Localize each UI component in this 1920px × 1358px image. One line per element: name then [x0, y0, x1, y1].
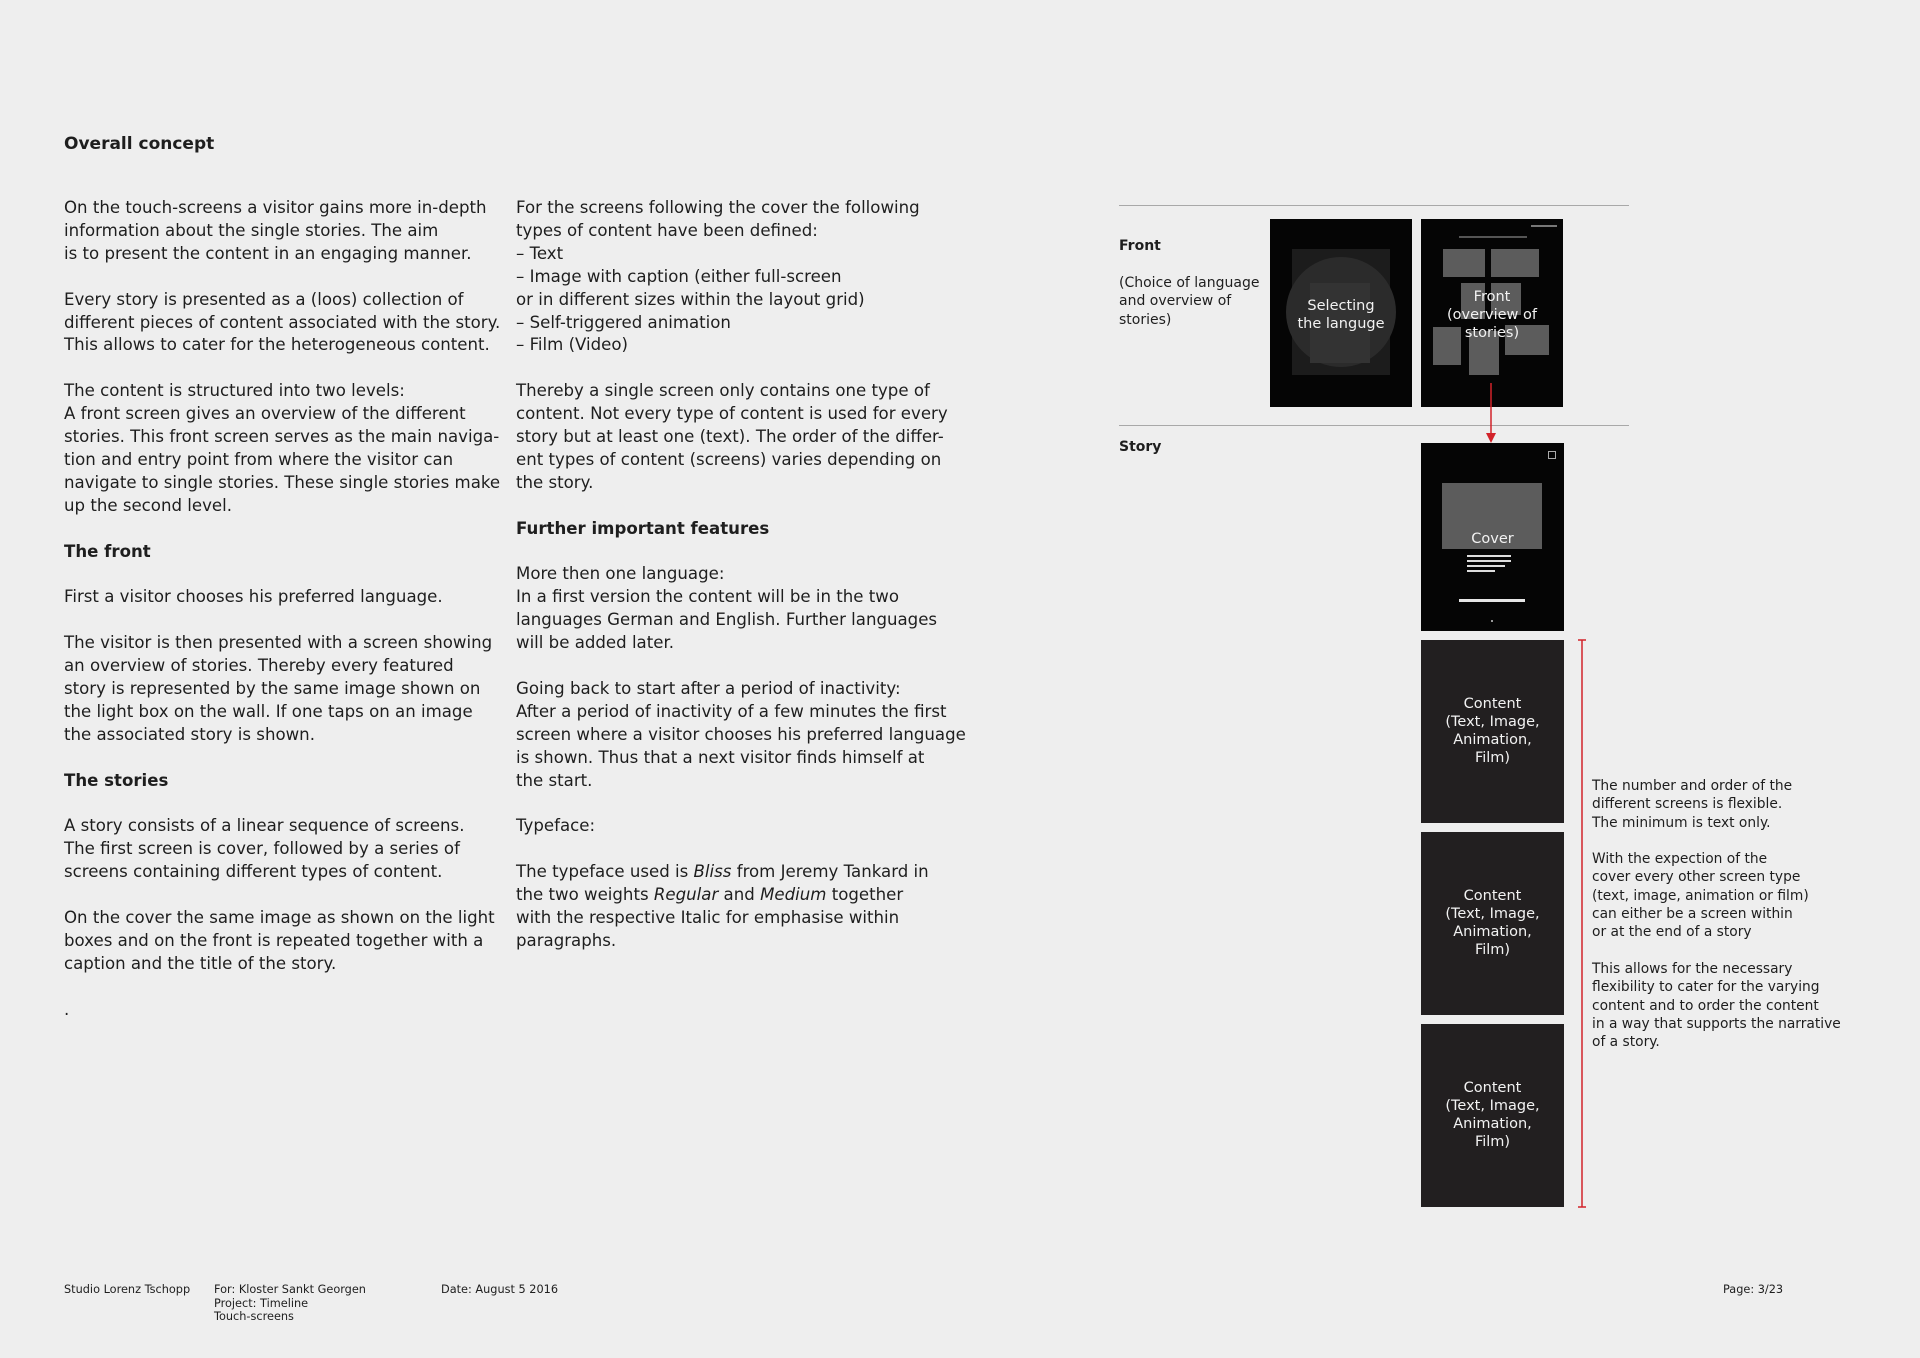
- body-paragraph: Every story is presented as a (loos) collection of different pieces of content associated with the story. This allows to cater for the heterogeneous content.: [64, 289, 501, 355]
- story-thumbnail: [1491, 249, 1539, 277]
- body-paragraph: The visitor is then presented with a screen showing an overview of stories. Thereby every featured story is represented by the same image shown on the light box on the wall. If one taps on an image the associated story is shown.: [64, 633, 493, 744]
- section-heading: Further important features: [516, 518, 770, 538]
- story-thumbnail: [1443, 249, 1485, 277]
- paragraph-text: The typeface used is: [516, 862, 694, 882]
- divider-top: [1119, 205, 1629, 206]
- diagram-notes: [1592, 777, 1852, 1070]
- paragraph-text: together with the respective Italic for emphasise within paragraphs.: [516, 885, 904, 950]
- paragraph-text: and: [718, 885, 761, 905]
- footer-project: For: Kloster Sankt Georgen Project: Timeline Touch-screens: [214, 1283, 366, 1324]
- front-screen-header-mark: [1531, 225, 1557, 227]
- content-screen-2: [1421, 832, 1564, 1015]
- cover-page-dot: [1491, 620, 1493, 622]
- front-screen-label: Front (overview of stories): [1447, 289, 1537, 341]
- front-screen-header-text: [1459, 236, 1527, 238]
- arrow-down-icon: [1481, 383, 1501, 445]
- emphasis-text: Medium: [760, 885, 827, 905]
- emphasis-text: Bliss: [693, 862, 732, 882]
- body-paragraph: [516, 861, 996, 953]
- body-paragraph: On the touch-screens a visitor gains more in-depth information about the single stories. The aim is to present the content in an engaging manner.: [64, 198, 487, 263]
- page-title: Overall concept: [64, 134, 215, 154]
- content-screen-label: Content (Text, Image, Animation, Film): [1445, 1080, 1540, 1150]
- body-paragraph: .: [64, 999, 70, 1019]
- cover-screen: [1421, 443, 1564, 631]
- content-screen-label: Content (Text, Image, Animation, Film): [1445, 696, 1540, 766]
- content-screen-1: [1421, 640, 1564, 823]
- footer-page-number: Page: 3/23: [1723, 1283, 1784, 1296]
- front-label-title: Front: [1119, 237, 1161, 254]
- note-paragraph: The number and order of the different screens is flexible. The minimum is text only.: [1592, 778, 1793, 831]
- section-heading: The front: [64, 541, 151, 561]
- body-paragraph: A story consists of a linear sequence of screens. The first screen is cover, followed by a series of screens containing different types of content.: [64, 816, 465, 882]
- note-paragraph: With the expection of the cover every other screen type (text, image, animation or film) can either be a screen within or at the end of a story: [1592, 851, 1809, 941]
- front-screen: [1421, 219, 1563, 407]
- cover-title-line: [1459, 599, 1525, 602]
- text-column-right: [516, 197, 996, 976]
- body-paragraph: First a visitor chooses his preferred language.: [64, 587, 443, 607]
- content-screen-label: Content (Text, Image, Animation, Film): [1445, 888, 1540, 958]
- body-paragraph: The content is structured into two levels: A front screen gives an overview of the different stories. This front screen serves as the main naviga- tion and entry point from where the visitor can navigate to single stories. These single stories make up the second level.: [64, 381, 501, 515]
- content-screen-3: [1421, 1024, 1564, 1207]
- body-paragraph: On the cover the same image as shown on the light boxes and on the front is repeated together with a caption and the title of the story.: [64, 907, 495, 973]
- body-paragraph: More then one language: In a first version the content will be in the two languages German and English. Further languages will be added later.: [516, 564, 938, 653]
- body-paragraph: Typeface:: [516, 816, 596, 836]
- cover-caption-line: [1467, 555, 1511, 557]
- cover-caption-line: [1467, 560, 1511, 562]
- section-heading: The stories: [64, 770, 169, 790]
- footer-studio: Studio Lorenz Tschopp: [64, 1283, 191, 1296]
- range-bracket-icon: [1575, 639, 1589, 1209]
- body-paragraph: Thereby a single screen only contains one type of content. Not every type of content is used for every story but at least one (text). The order of the differ- ent types of content (screens) varies depending on the story.: [516, 381, 948, 492]
- language-screen: [1270, 219, 1412, 407]
- language-screen-label: Selecting the languge: [1297, 298, 1385, 332]
- paragraph-text: from Jeremy Tankard in the two weights: [516, 862, 929, 905]
- cover-screen-label: Cover: [1471, 531, 1514, 547]
- emphasis-text: Regular: [653, 885, 719, 905]
- note-paragraph: This allows for the necessary flexibility to cater for the varying content and to order the content in a way that supports the narrative of a story.: [1592, 960, 1841, 1051]
- cover-caption-line: [1467, 570, 1495, 572]
- body-paragraph: For the screens following the cover the following types of content have been defined: – Text – Image with caption (either full-screen or in different sizes within the layout grid) – Self-triggered animation – Film (Video): [516, 198, 920, 355]
- grid-icon: [1548, 451, 1556, 459]
- divider-middle: [1119, 425, 1629, 426]
- story-section-label: Story: [1119, 439, 1162, 455]
- body-paragraph: Going back to start after a period of inactivity: After a period of inactivity of a few minutes the first screen where a visitor chooses his preferred language is shown. Thus that a next visitor finds himself at the start.: [516, 678, 966, 790]
- cover-caption-line: [1467, 565, 1505, 567]
- text-column-left: [64, 197, 514, 1044]
- footer-date: Date: August 5 2016: [441, 1283, 559, 1296]
- front-section-label: [1119, 218, 1279, 348]
- front-label-text: (Choice of language and overview of stories): [1119, 274, 1260, 328]
